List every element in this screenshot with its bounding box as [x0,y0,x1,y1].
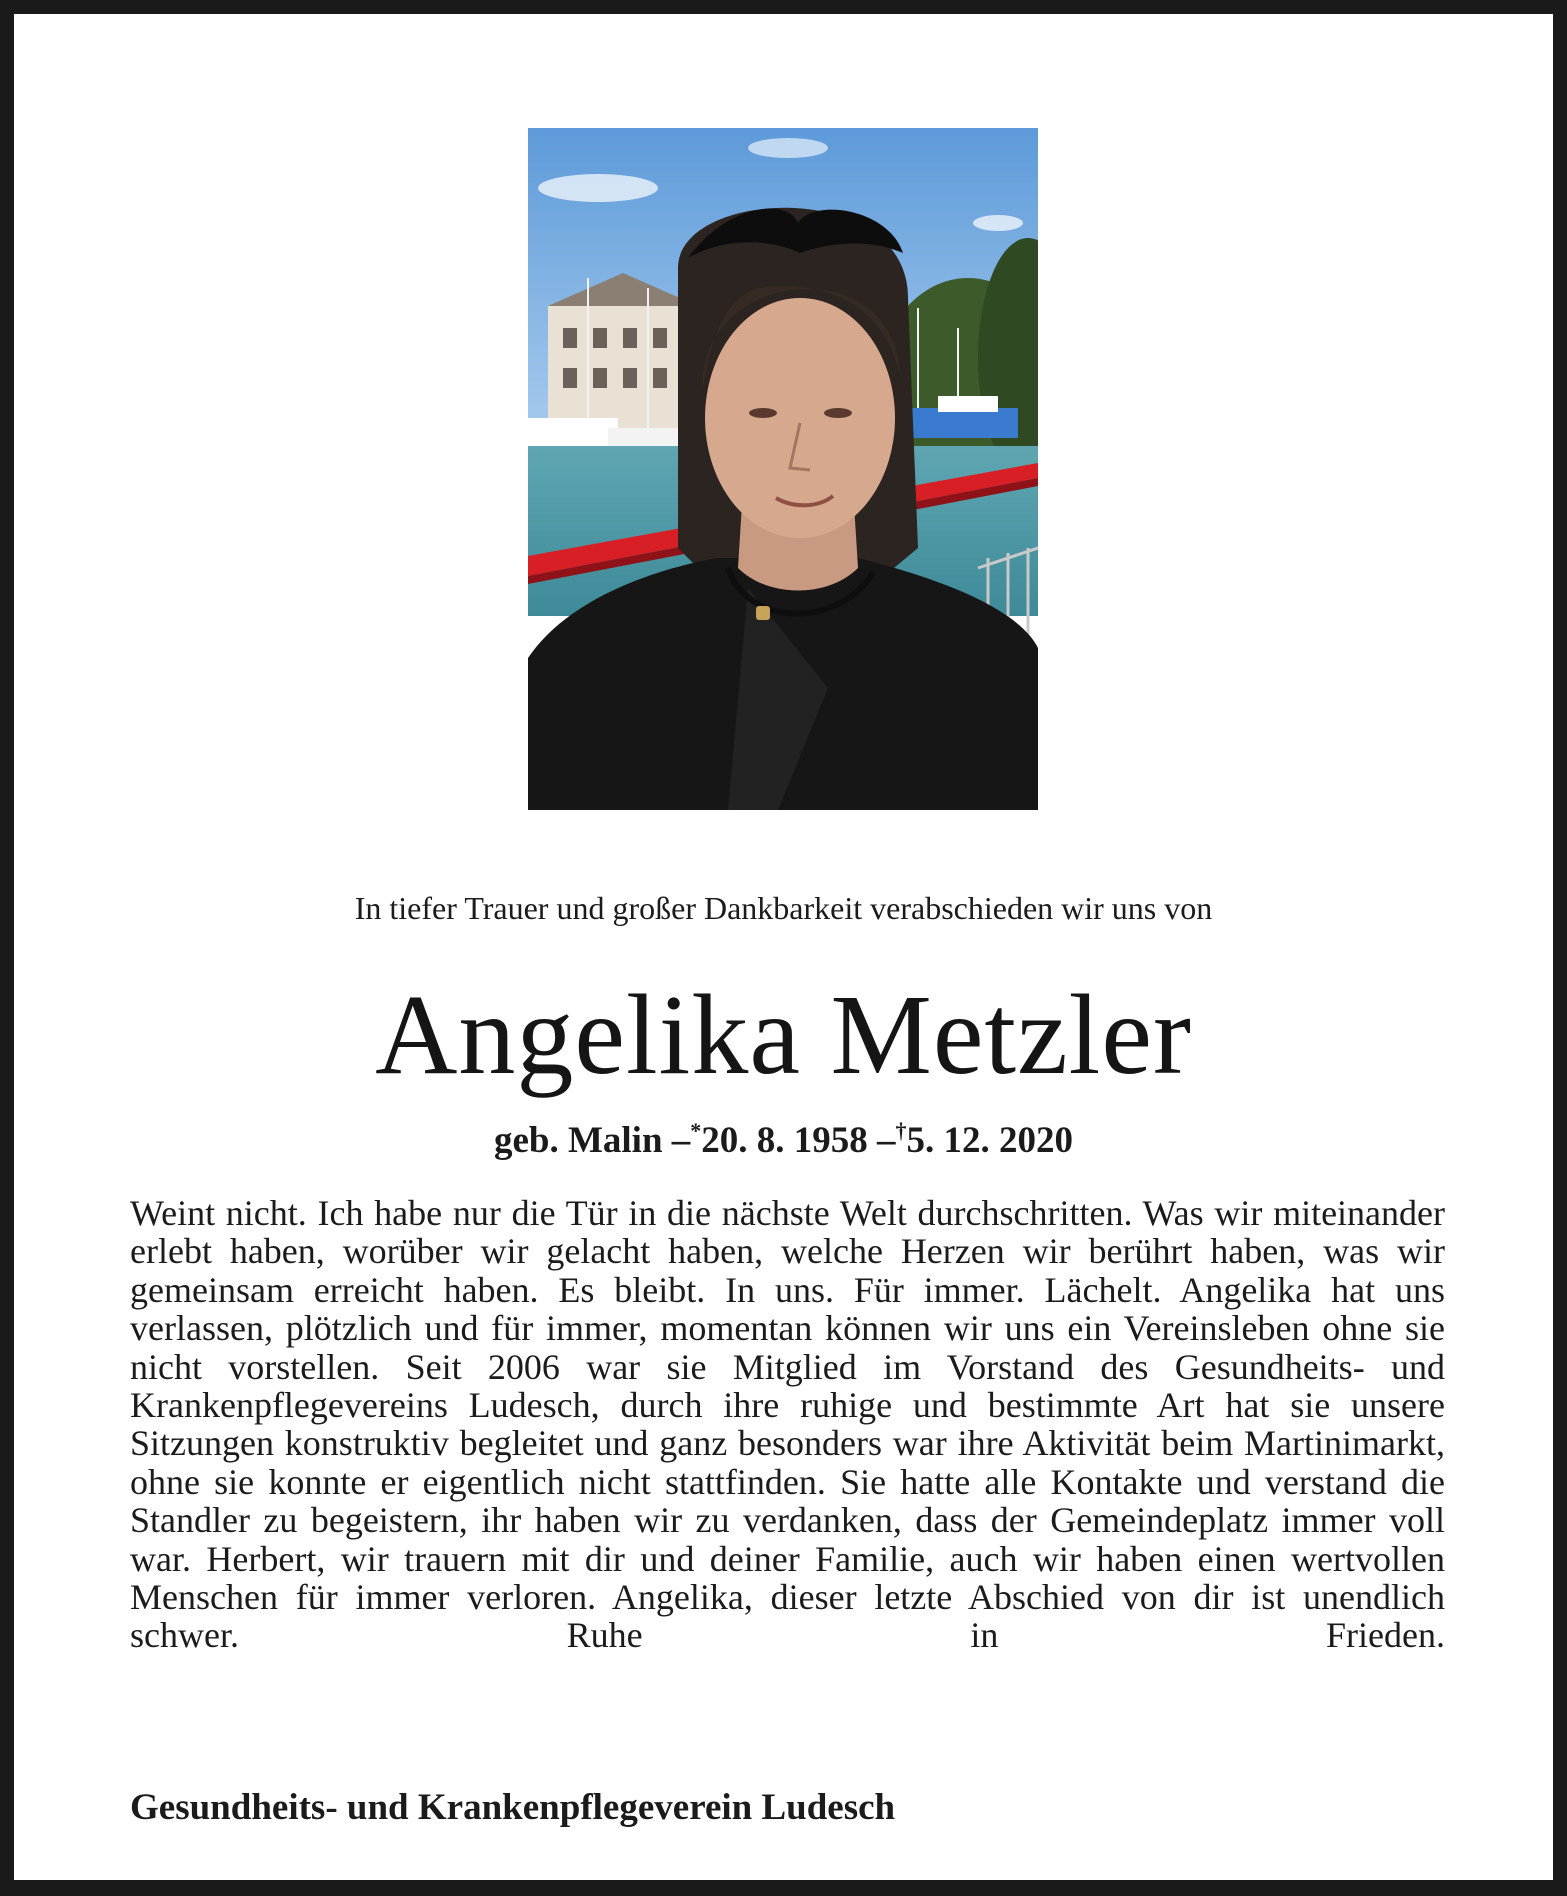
death-date: 5. 12. 2020 [906,1120,1074,1161]
dates-separator: – [671,1120,691,1161]
birth-date: 20. 8. 1958 [701,1120,868,1161]
portrait-photo [528,128,1038,810]
obituary-text: Weint nicht. Ich habe nur die Tür in die nächste Welt durchschritten. Was wir miteinander erlebt haben, worüber wir gelacht haben, welche Herzen wir berührt haben, was wir gemeinsam erreicht haben. Es bleibt. In uns. Für immer. Lächelt. Angelika hat uns verlassen, plötzlich und für immer, momentan können wir uns ein Vereinsleben ohne sie nicht vorstellen. Seit 2006 war sie Mitglied im Vorstand des Gesundheits- und Krankenpflegevereins Ludesch, durch ihre ruhige und bestimmte Art hat sie unsere Sitzungen konstruktiv begleitet und ganz besonders war ihre Aktivität beim Martinimarkt, ohne sie konnte er eigentlich nicht stattfinden. Sie hatte alle Kontakte und verstand die Standler zu begeistern, ihr haben wir zu verdanken, dass der Gemeindeplatz immer voll war. Herbert, wir trauern mit dir und deiner Familie, auch wir haben einen wertvollen Menschen für immer verloren. Angelika, dieser letzte Abschied von dir ist unendlich schwer. Ruhe in Frieden. [130,1193,1445,1656]
death-symbol: † [895,1118,907,1143]
obituary-page [14,14,1553,1880]
signature: Gesundheits- und Krankenpflegeverein Ludesch [130,1787,896,1828]
intro-line: In tiefer Trauer und großer Dankbarkeit verabschieden wir uns von [354,890,1213,926]
birth-name: geb. Malin [493,1120,663,1161]
birth-symbol: * [690,1118,702,1143]
deceased-name: Angelika Metzler [375,971,1192,1098]
dates-separator-2: – [877,1120,896,1161]
life-dates [14,1118,1553,1162]
